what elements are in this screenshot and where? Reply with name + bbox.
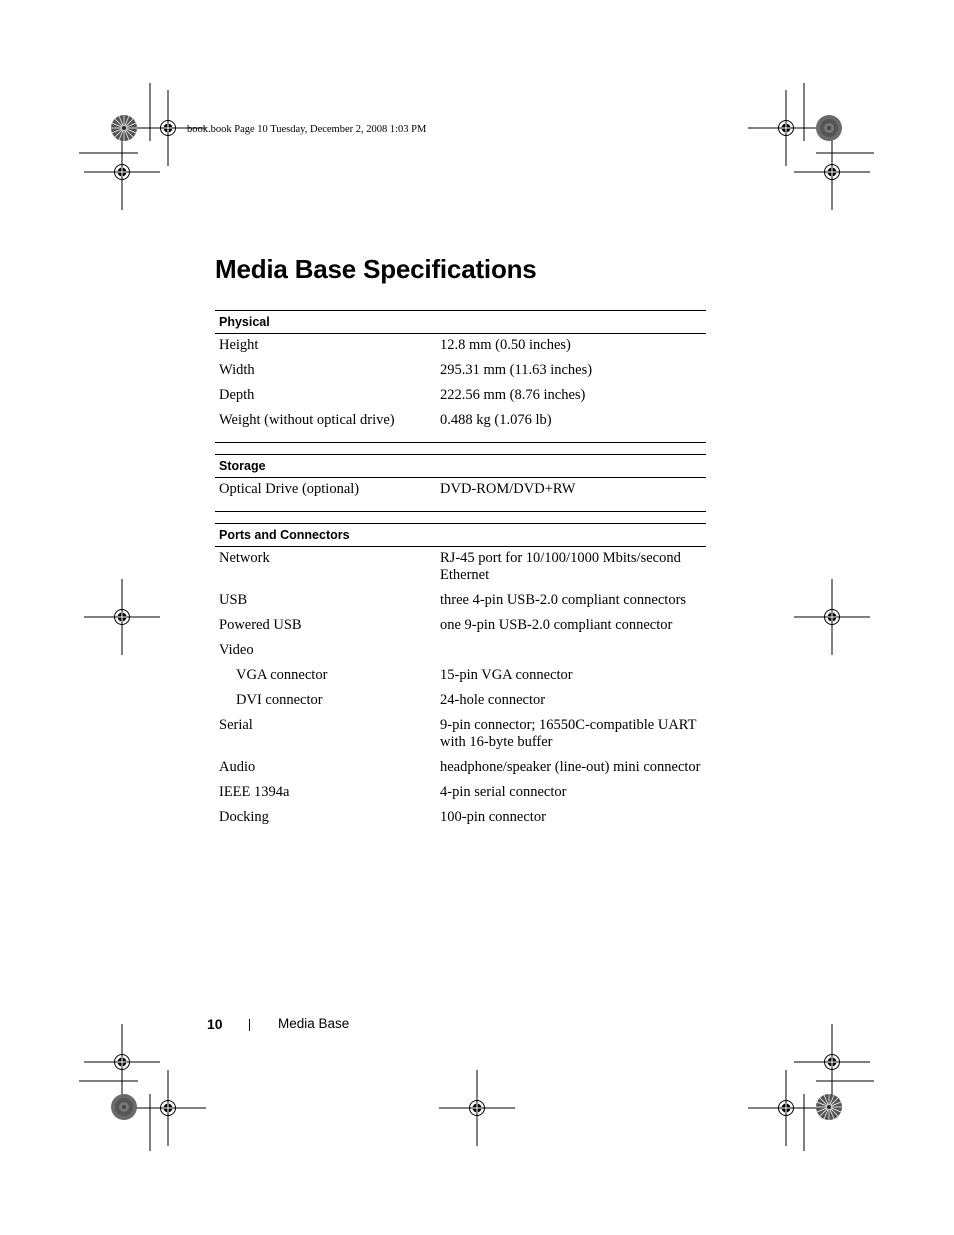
- spec-row: [215, 550, 706, 584]
- spec-row: [215, 642, 706, 659]
- spec-label: Network: [219, 550, 270, 566]
- spec-row: [215, 692, 706, 709]
- spec-label: Audio: [219, 759, 256, 775]
- footer-divider: [249, 1019, 250, 1031]
- spec-label: Weight (without optical drive): [219, 412, 395, 428]
- spec-value: three 4-pin USB-2.0 compliant connectors: [440, 592, 687, 608]
- spec-sublabel: DVI connector: [236, 692, 323, 708]
- spec-value: one 9-pin USB-2.0 compliant connector: [440, 617, 673, 633]
- spec-row: [215, 337, 706, 354]
- spec-row: [215, 784, 706, 801]
- spec-label: Powered USB: [219, 617, 302, 633]
- spec-value: 24-hole connector: [440, 692, 546, 708]
- spec-label: Serial: [219, 717, 253, 733]
- spec-value: 15-pin VGA connector: [440, 667, 573, 683]
- section-storage: [215, 454, 706, 512]
- spec-value: RJ-45 port for 10/100/1000 Mbits/second Ethernet: [440, 550, 681, 583]
- spec-label: Docking: [219, 809, 269, 825]
- spec-value: 4-pin serial connector: [440, 784, 567, 800]
- print-slug: book.book Page 10 Tuesday, December 2, 2008 1:03 PM: [187, 124, 427, 135]
- page-title: Media Base Specifications: [215, 254, 537, 284]
- spec-row: [215, 667, 706, 684]
- spec-label: Width: [219, 362, 255, 378]
- section-heading: Storage: [215, 454, 706, 478]
- spec-label: USB: [219, 592, 248, 608]
- spec-value: 12.8 mm (0.50 inches): [440, 337, 571, 353]
- spec-value: 9-pin connector; 16550C-compatible UART with 16-byte buffer: [440, 717, 697, 750]
- spec-label: Video: [219, 642, 254, 658]
- footer-section-label: Media Base: [278, 1016, 350, 1031]
- spec-row: [215, 809, 706, 826]
- section-physical: [215, 310, 706, 443]
- spec-row: [215, 481, 706, 498]
- spec-value: [440, 642, 706, 659]
- spec-row: [215, 362, 706, 379]
- spec-value: headphone/speaker (line-out) mini connector: [440, 759, 701, 775]
- spec-row: [215, 617, 706, 634]
- spec-value: 295.31 mm (11.63 inches): [440, 362, 593, 378]
- spec-row: [215, 592, 706, 609]
- spec-row: [215, 387, 706, 404]
- spec-value: 100-pin connector: [440, 809, 546, 825]
- spec-value: DVD-ROM/DVD+RW: [440, 481, 576, 497]
- spec-label: IEEE 1394a: [219, 784, 290, 800]
- spec-sublabel: VGA connector: [236, 667, 328, 683]
- section-heading: Ports and Connectors: [215, 523, 706, 547]
- spec-value: 0.488 kg (1.076 lb): [440, 412, 552, 428]
- spec-row: [215, 717, 706, 751]
- spec-table: [215, 310, 706, 832]
- spec-row: [215, 759, 706, 776]
- spec-label: Depth: [219, 387, 255, 403]
- spec-row: [215, 412, 706, 429]
- section-heading: Physical: [215, 310, 706, 334]
- spec-label: Optical Drive (optional): [219, 481, 360, 497]
- spec-value: 222.56 mm (8.76 inches): [440, 387, 586, 403]
- spec-label: Height: [219, 337, 259, 353]
- section-ports-and-connectors: [215, 523, 706, 832]
- page-number: 10: [207, 1016, 223, 1032]
